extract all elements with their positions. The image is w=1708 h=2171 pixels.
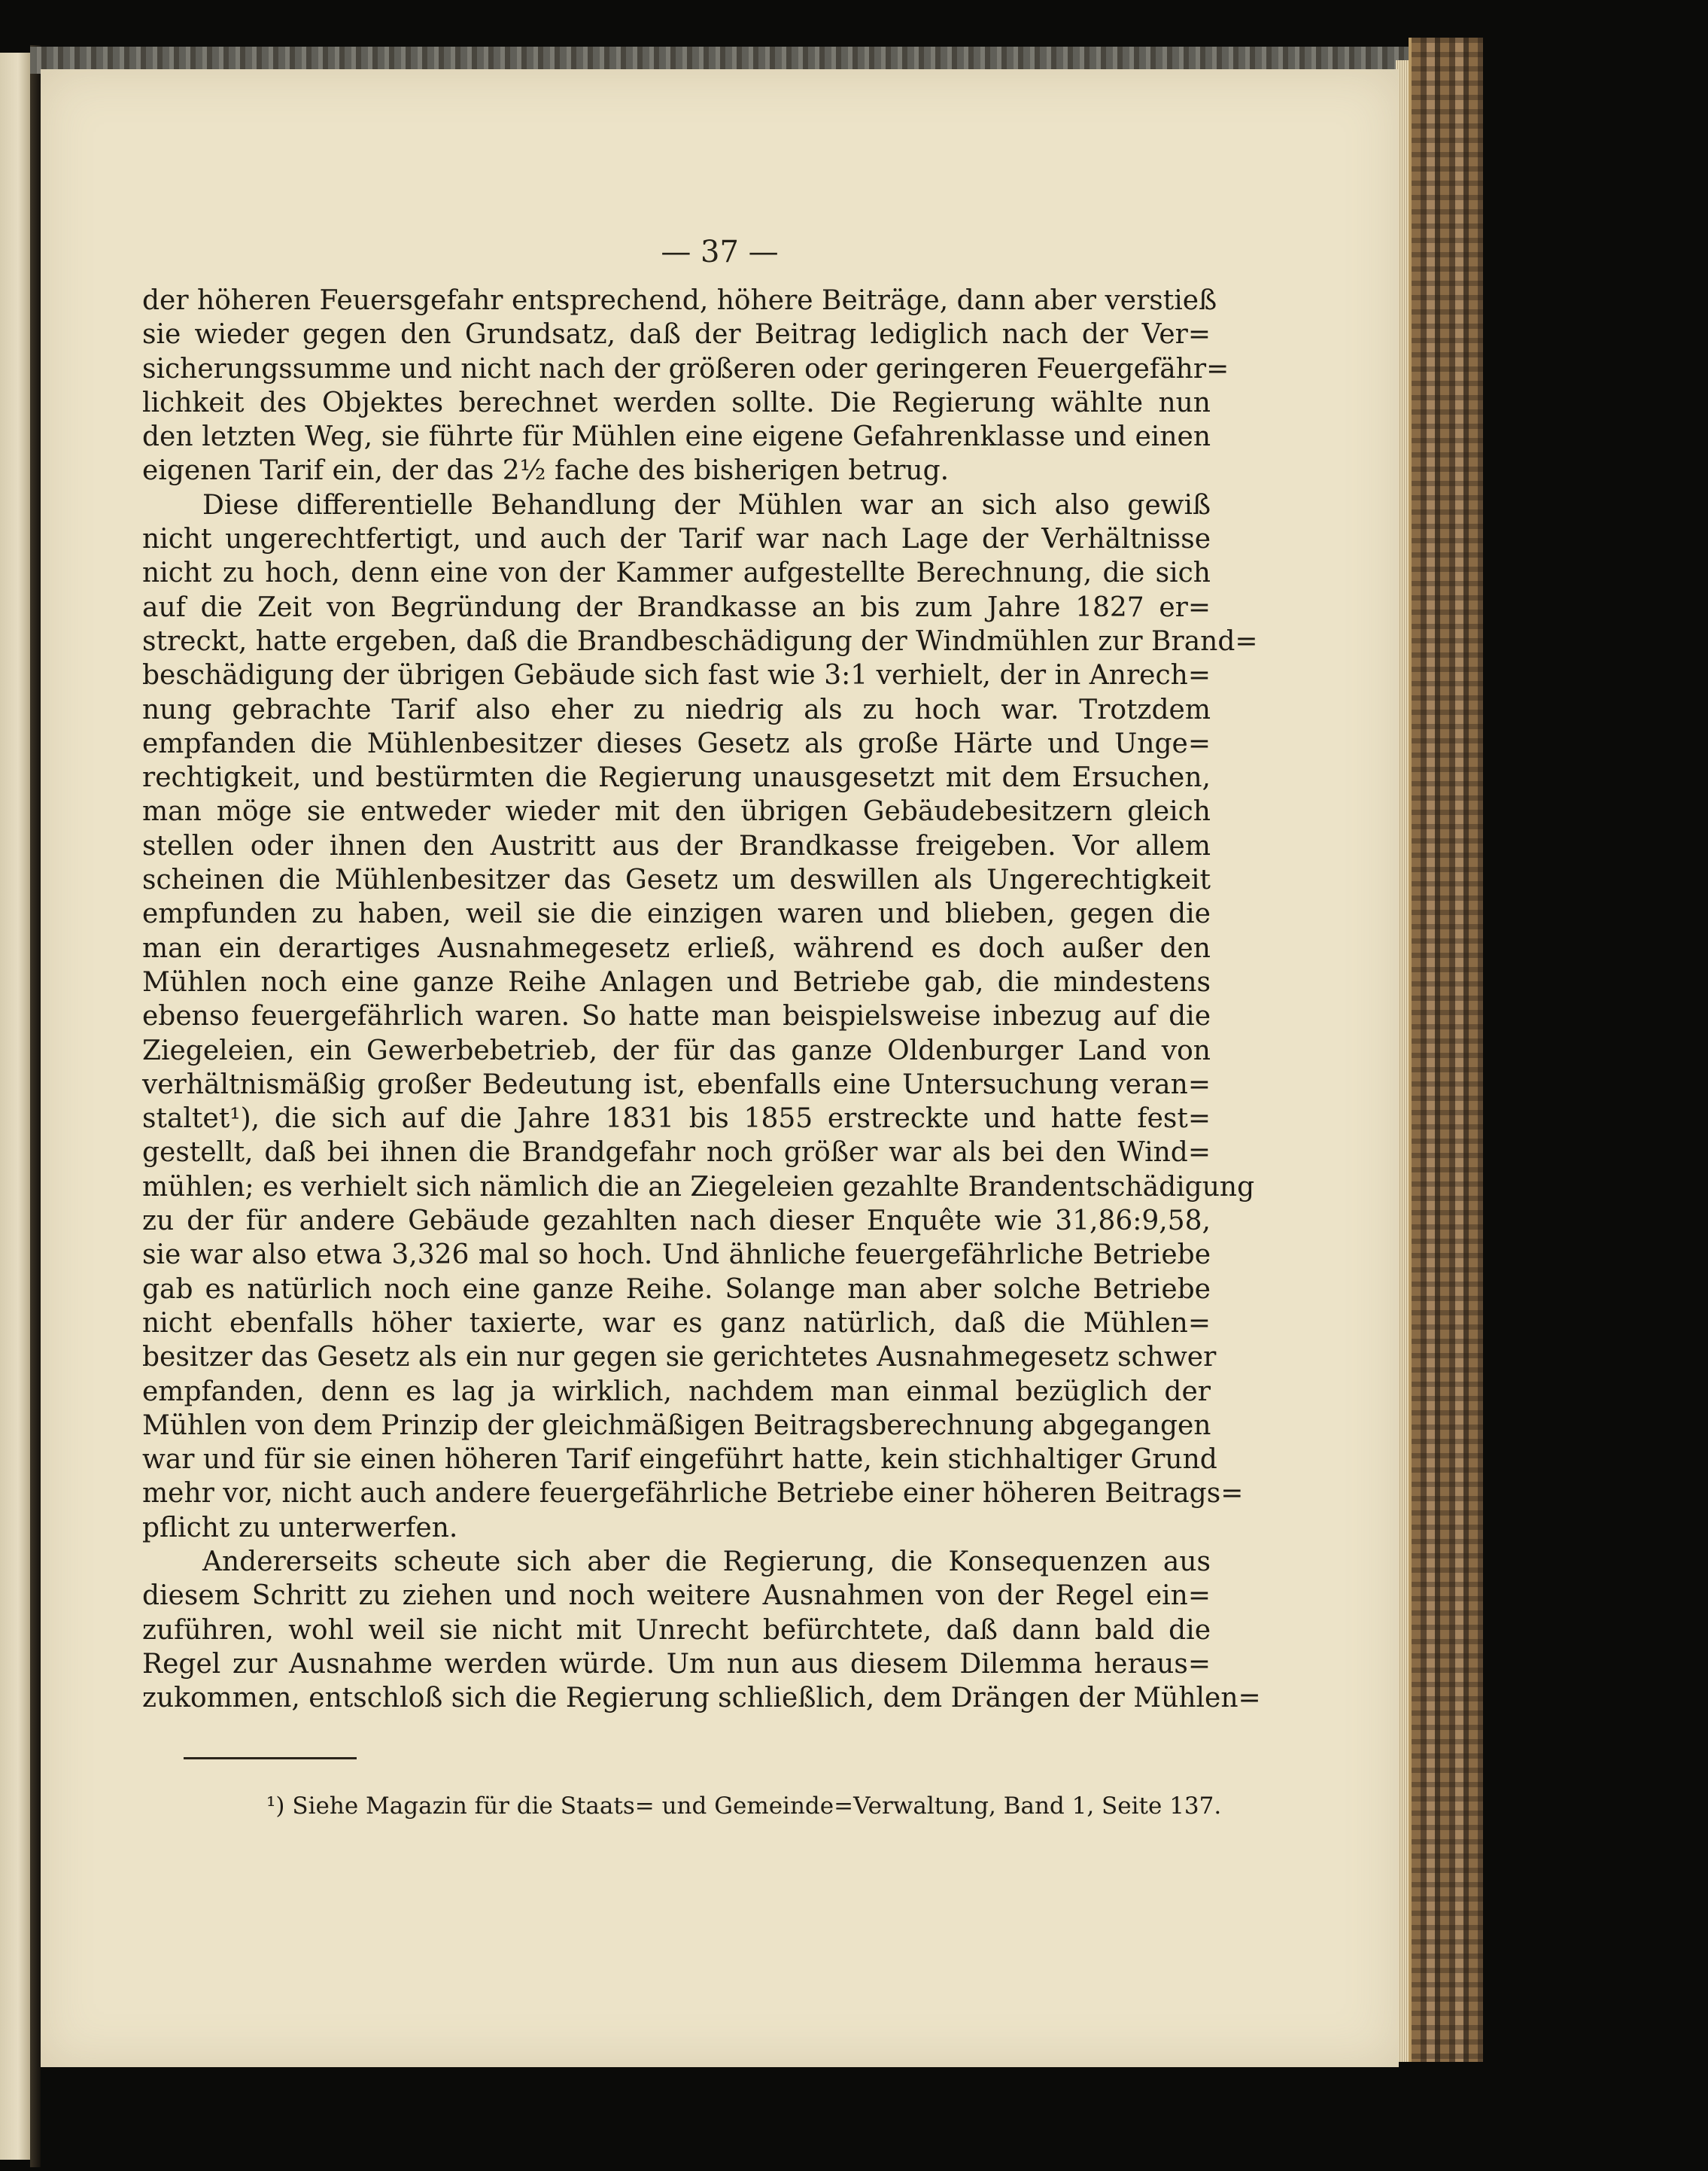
text-line: pflicht zu unterwerfen. bbox=[142, 1512, 458, 1543]
text-line: staltet¹), die sich auf die Jahre 1831 bis 1855 erstreckte und hatte fest= bbox=[142, 1103, 1211, 1135]
text-line: rechtigkeit, und bestürmten die Regierung unausgesetzt mit dem Ersuchen, bbox=[142, 762, 1211, 794]
text-line: gab es natürlich noch eine ganze Reihe. Solange man aber solche Betriebe bbox=[142, 1273, 1211, 1305]
text-line: auf die Zeit von Begründung der Brandkasse an bis zum Jahre 1827 er= bbox=[142, 591, 1211, 623]
text-line: zuführen, wohl weil sie nicht mit Unrecht befürchtete, daß dann bald die bbox=[142, 1614, 1211, 1646]
text-line: streckt, hatte ergeben, daß die Brandbeschädigung der Windmühlen zur Brand= bbox=[142, 625, 1258, 657]
text-line: verhältnismäßig großer Bedeutung ist, ebenfalls eine Untersuchung veran= bbox=[142, 1069, 1211, 1100]
text-line: man möge sie entweder wieder mit den übrigen Gebäudebesitzern gleich bbox=[142, 796, 1211, 828]
text-line: zukommen, entschloß sich die Regierung schließlich, dem Drängen der Mühlen= bbox=[142, 1683, 1261, 1714]
text-line: war und für sie einen höheren Tarif eingeführt hatte, kein stichhaltiger Grund bbox=[142, 1444, 1217, 1476]
page-number: — 37 — bbox=[661, 235, 779, 269]
text-line: gestellt, daß bei ihnen die Brandgefahr noch größer war als bei den Wind= bbox=[142, 1137, 1211, 1169]
paragraph-3 bbox=[142, 1545, 1261, 1715]
text-line: nicht zu hoch, denn eine von der Kammer aufgestellte Berechnung, die sich bbox=[142, 558, 1211, 589]
text-line: nicht ungerechtfertigt, und auch der Tarif war nach Lage der Verhältnisse bbox=[142, 524, 1211, 555]
book-gutter bbox=[30, 45, 41, 2167]
text-line: Ziegeleien, ein Gewerbebetrieb, der für das ganze Oldenburger Land von bbox=[142, 1035, 1211, 1066]
text-line: zu der für andere Gebäude gezahlten nach dieser Enquête wie 31,86:9,58, bbox=[142, 1206, 1211, 1237]
text-line: empfanden die Mühlenbesitzer dieses Gesetz als große Härte und Unge= bbox=[142, 728, 1211, 759]
text-line: beschädigung der übrigen Gebäude sich fast wie 3:1 verhielt, der in Anrech= bbox=[142, 660, 1211, 692]
text-line: diesem Schritt zu ziehen und noch weitere Ausnahmen von der Regel ein= bbox=[142, 1580, 1211, 1612]
text-line: Regel zur Ausnahme werden würde. Um nun aus diesem Dilemma heraus= bbox=[142, 1648, 1211, 1680]
footnote: ¹) Siehe Magazin für die Staats= und Gemeinde=Verwaltung, Band 1, Seite 137. bbox=[266, 1792, 1222, 1820]
body-text bbox=[142, 284, 1261, 1715]
text-line: der höheren Feuersgefahr entsprechend, höhere Beiträge, dann aber verstieß bbox=[142, 285, 1217, 316]
text-line: Mühlen von dem Prinzip der gleichmäßigen Beitragsberechnung abgegangen bbox=[142, 1409, 1211, 1441]
text-line: mehr vor, nicht auch andere feuergefährliche Betriebe einer höheren Beitrags= bbox=[142, 1478, 1244, 1510]
footnote-rule bbox=[184, 1757, 357, 1759]
text-line: lichkeit des Objektes berechnet werden sollte. Die Regierung wählte nun bbox=[142, 387, 1211, 418]
book-page bbox=[41, 69, 1399, 2067]
text-line: sicherungssumme und nicht nach der größeren oder geringeren Feuergefähr= bbox=[142, 353, 1229, 385]
text-line: scheinen die Mühlenbesitzer das Gesetz um deswillen als Ungerechtigkeit bbox=[142, 865, 1211, 896]
marbled-cover-edge bbox=[1409, 38, 1483, 2062]
text-line: sie wieder gegen den Grundsatz, daß der Beitrag lediglich nach der Ver= bbox=[142, 319, 1211, 351]
text-line: man ein derartiges Ausnahmegesetz erließ, während es doch außer den bbox=[142, 932, 1211, 964]
text-line: Mühlen noch eine ganze Reihe Anlagen und Betriebe gab, die mindestens bbox=[142, 966, 1211, 998]
text-line: eigenen Tarif ein, der das 2½ fache des bisherigen betrug. bbox=[142, 455, 950, 487]
text-line: empfanden, denn es lag ja wirklich, nachdem man einmal bezüglich der bbox=[142, 1376, 1211, 1407]
text-line: den letzten Weg, sie führte für Mühlen eine eigene Gefahrenklasse und einen bbox=[142, 421, 1211, 453]
paragraph-2 bbox=[142, 488, 1258, 1545]
text-line: ebenso feuergefährlich waren. So hatte man beispielsweise inbezug auf die bbox=[142, 1001, 1211, 1032]
text-line: nicht ebenfalls höher taxierte, war es ganz natürlich, daß die Mühlen= bbox=[142, 1307, 1211, 1339]
text-line: empfunden zu haben, weil sie die einzigen waren und blieben, gegen die bbox=[142, 899, 1211, 930]
text-line: Diese differentielle Behandlung der Mühlen war an sich also gewiß bbox=[202, 489, 1211, 521]
text-line: stellen oder ihnen den Austritt aus der Brandkasse freigeben. Vor allem bbox=[142, 830, 1211, 862]
facing-page-edge bbox=[0, 53, 32, 2160]
text-line: besitzer das Gesetz als ein nur gegen sie gerichtetes Ausnahmegesetz schwer bbox=[142, 1342, 1217, 1373]
paragraph-1 bbox=[142, 284, 1229, 488]
text-line: Andererseits scheute sich aber die Regierung, die Konsequenzen aus bbox=[202, 1546, 1211, 1577]
text-line: nung gebrachte Tarif also eher zu niedrig als zu hoch war. Trotzdem bbox=[142, 694, 1211, 725]
text-line: mühlen; es verhielt sich nämlich die an Ziegeleien gezahlte Brandentschädigung bbox=[142, 1171, 1255, 1203]
text-line: sie war also etwa 3,326 mal so hoch. Und ähnliche feuergefährliche Betriebe bbox=[142, 1239, 1211, 1271]
